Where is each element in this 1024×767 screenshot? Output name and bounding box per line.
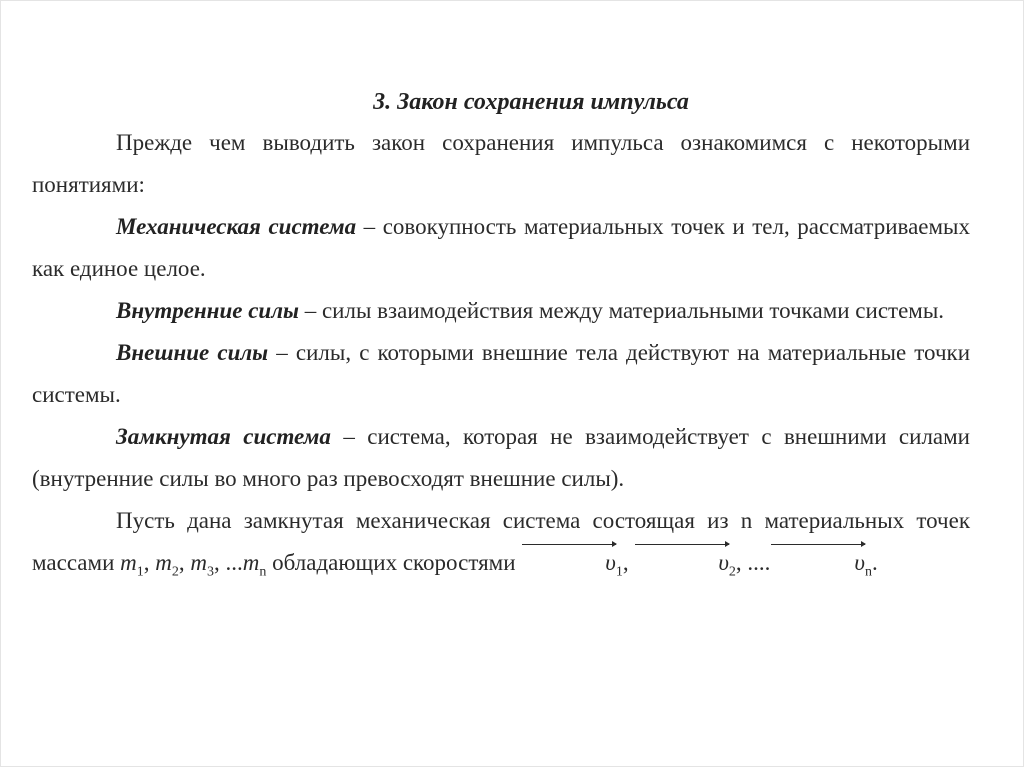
- math-subscript: n: [864, 564, 872, 580]
- math-symbol: m: [242, 550, 260, 575]
- document-title: 3. Закон сохранения импульса: [373, 89, 689, 115]
- math-subscript: 1: [136, 564, 144, 580]
- final-paragraph: [32, 500, 970, 584]
- velocity-v2: [634, 550, 736, 580]
- math-subscript: 3: [207, 564, 215, 580]
- definition-text: система, которая не взаимодействует с внешними силами (внутренние силы во много раз превосходят внешние силы).: [32, 424, 970, 491]
- mass-mn: [242, 550, 267, 580]
- definition-dash: –: [330, 424, 368, 449]
- math-subscript: 2: [728, 564, 736, 580]
- math-subscript: n: [259, 564, 267, 580]
- definition-closed-system: [32, 416, 970, 500]
- definition-dash: –: [268, 340, 296, 365]
- intro-text: Прежде чем выводить закон сохранения импульса ознакомимся с некоторыми понятиями:: [32, 130, 970, 197]
- final-text-end: .: [871, 550, 878, 575]
- final-text-before: Пусть дана замкнутая механическая система состоящая из n материальных точек массами: [32, 508, 970, 575]
- definition-external-forces: [32, 332, 970, 416]
- definition-internal-forces: [32, 290, 970, 332]
- definition-dash: –: [356, 214, 383, 239]
- math-symbol: m: [155, 550, 172, 575]
- definition-text: силы, с которыми внешние тела действуют на материальные точки системы.: [32, 340, 971, 407]
- math-separator: ,: [622, 550, 635, 575]
- math-separator: , ....: [735, 550, 771, 575]
- definition-text: силы взаимодействия между материальными точками системы.: [321, 298, 945, 323]
- definition-term: Внешние силы: [116, 340, 269, 365]
- mass-m1: [120, 550, 144, 580]
- definition-dash: –: [298, 298, 322, 323]
- definition-mechanical-system: [32, 206, 970, 290]
- math-symbol: m: [190, 550, 208, 575]
- velocity-v1: [521, 550, 623, 580]
- math-subscript: 1: [615, 564, 623, 580]
- intro-paragraph: [32, 122, 970, 206]
- document-body: [32, 82, 970, 584]
- math-subscript: 2: [171, 564, 179, 580]
- vector-symbol: υ: [634, 542, 729, 584]
- definition-text: совокупность материальных точек и тел, рассматриваемых как единое целое.: [32, 214, 970, 281]
- mass-m2: [155, 550, 179, 580]
- math-separator: ,: [178, 550, 191, 575]
- velocity-vn: [770, 550, 872, 580]
- definition-term: Внутренние силы: [116, 298, 299, 323]
- definition-term: Замкнутая система: [116, 424, 331, 449]
- final-text-middle: обладающих скоростями: [266, 550, 522, 575]
- vector-symbol: υ: [770, 542, 865, 584]
- mass-m3: [190, 550, 215, 580]
- math-separator: ,: [143, 550, 156, 575]
- vector-symbol: υ: [521, 542, 616, 584]
- definition-term: Механическая система: [116, 214, 357, 239]
- math-symbol: m: [120, 550, 137, 575]
- math-separator: , ...: [214, 550, 243, 575]
